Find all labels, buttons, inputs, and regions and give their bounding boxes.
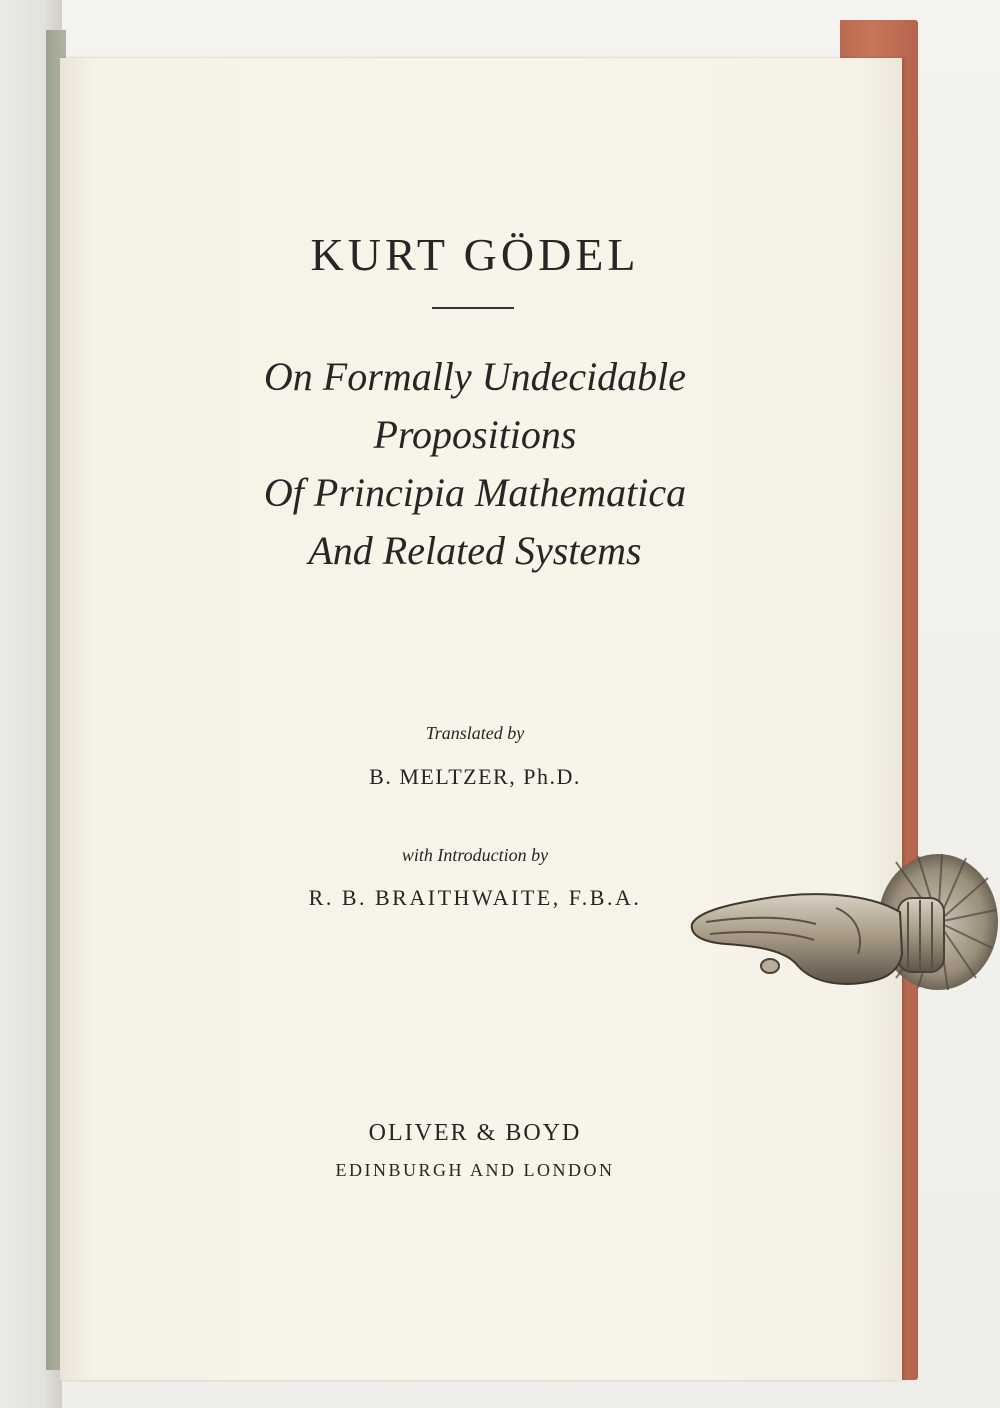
title-rule	[432, 307, 514, 309]
author-name: KURT GÖDEL	[310, 229, 640, 280]
title-line: Propositions	[373, 412, 577, 457]
title-line: Of Principia Mathematica	[263, 470, 687, 515]
introducer-name: R. B. BRAITHWAITE, F.B.A.	[308, 885, 642, 910]
introduction-label: with Introduction by	[401, 845, 549, 865]
clip-hand	[692, 894, 902, 984]
translator-name: B. MELTZER, Ph.D.	[369, 764, 581, 789]
clip-cuff	[898, 898, 944, 972]
hand-clip-icon	[686, 850, 1000, 995]
title-block	[120, 58, 830, 1380]
work-title	[120, 348, 830, 580]
title-line: And Related Systems	[308, 528, 642, 573]
translated-by-label: Translated by	[425, 723, 525, 743]
publisher-place: EDINBURGH AND LONDON	[335, 1160, 615, 1180]
publisher-name: OLIVER & BOYD	[368, 1120, 582, 1146]
title-page	[60, 58, 902, 1380]
title-line: On Formally Undecidable	[263, 354, 687, 399]
